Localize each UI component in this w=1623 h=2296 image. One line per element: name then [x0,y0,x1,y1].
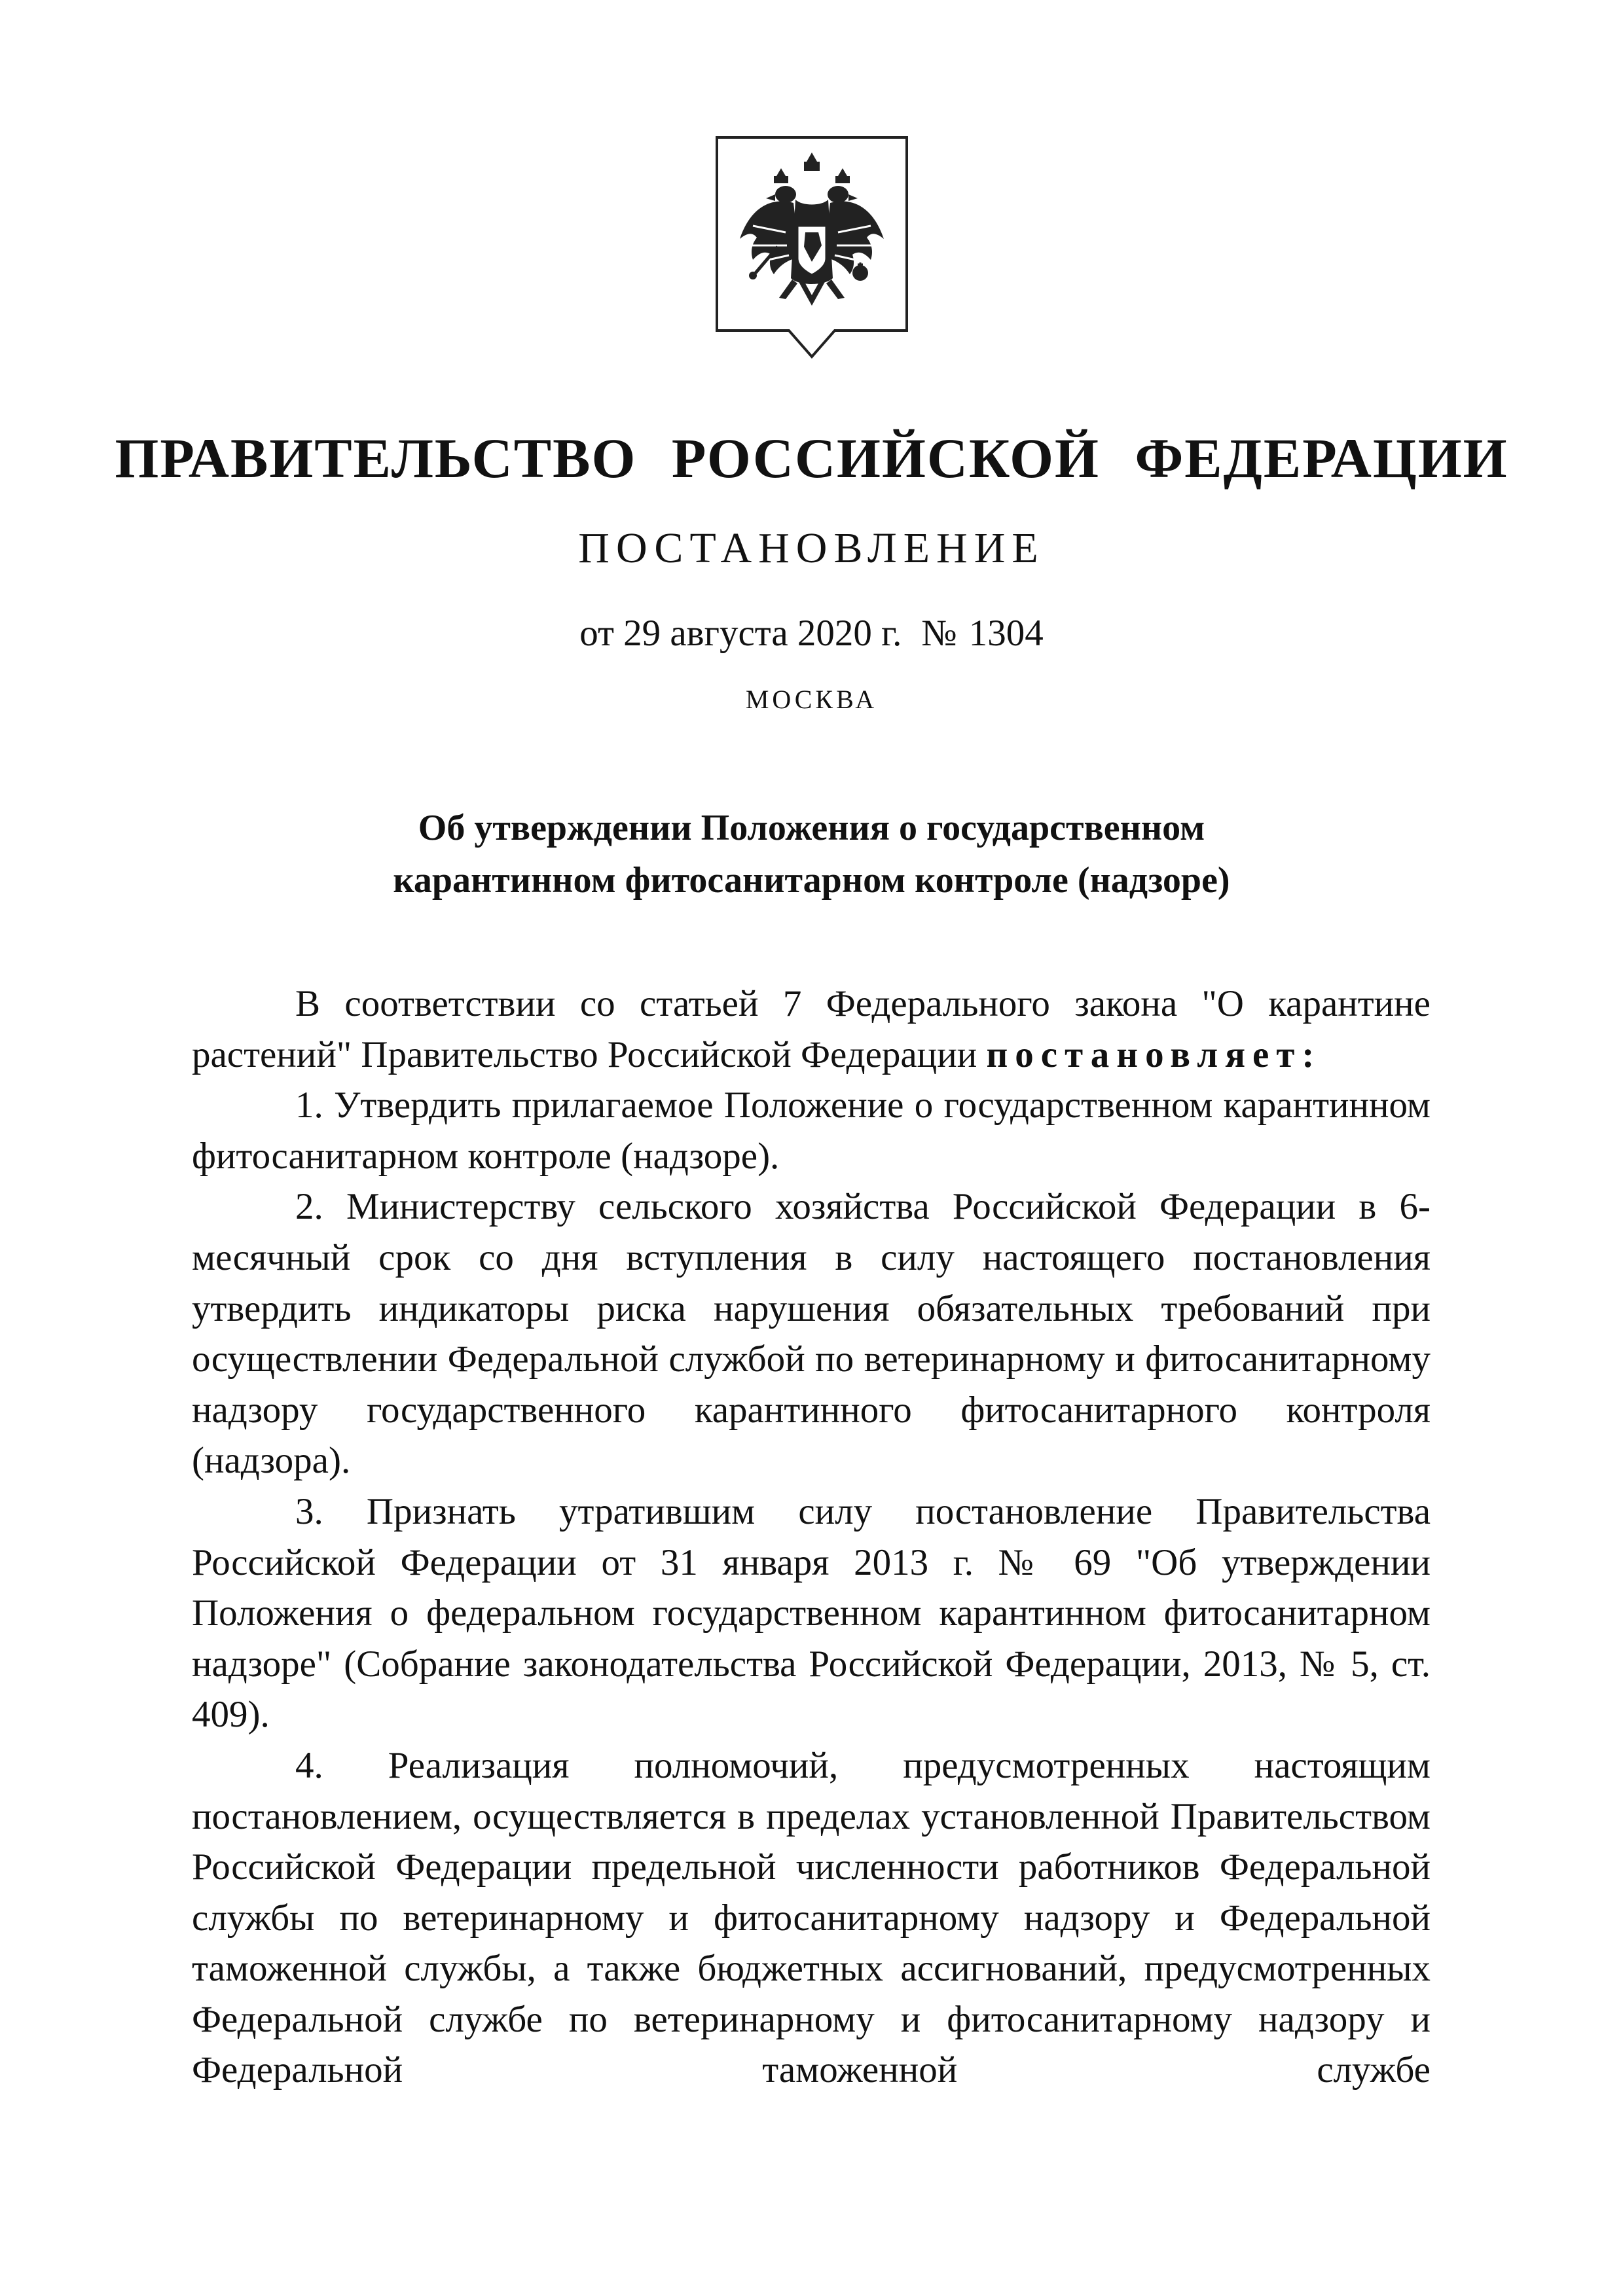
date-number-line [0,612,1623,655]
preamble-text: В соответствии со статьей 7 Федерального закона "О карантине растений" Правительство Российской Федерации [192,983,1431,1075]
coat-of-arms-emblem [714,134,910,363]
preamble-paragraph [192,978,1431,1080]
double-headed-eagle-icon [714,134,910,363]
document-body [192,978,1431,2096]
item-2-paragraph: 2. Министерству сельского хозяйства Российской Федерации в 6-месячный срок со дня вступления в силу настоящего постановления утвердить индикаторы риска нарушения обязательных требований при осуществлении Федеральной службой по ветеринарному и фитосанитарному надзору государственного карантинного фитосанитарного контроля (надзора). [192,1186,1431,1482]
document-date: от 29 августа 2020 г. [579,613,902,654]
city-name: МОСКВА [745,685,878,714]
number-sign: № [921,613,957,654]
document-type: ПОСТАНОВЛЕНИЕ [578,524,1045,572]
subject-line-1: Об утверждении Положения о государственном [418,808,1205,848]
item-4-paragraph: 4. Реализация полномочий, предусмотренных настоящим постановлением, осуществляется в пределах установленной Правительством Российской Федерации предельной численности работников Федеральной службы по ветеринарному и фитосанитарному надзору и Федеральной таможенной службы, а также бюджетных ассигнований, предусмотренных Федеральной службе по ветеринарному и фитосанитарному надзору и Федеральной таможенной службе [192,1744,1431,2091]
government-title: ПРАВИТЕЛЬСТВО РОССИЙСКОЙ ФЕДЕРАЦИИ [115,427,1508,490]
document-number: 1304 [968,613,1044,654]
document-subject [0,802,1623,906]
item-3-paragraph: 3. Признать утратившим силу постановление Правительства Российской Федерации от 31 января 2013 г. № 69 "Об утверждении Положения о федеральном государственном карантинном фитосанитарном надзоре" (Собрание законодательства Российской Федерации, 2013, № 5, ст. 409). [192,1490,1431,1736]
subject-line-2: карантинном фитосанитарном контроле (надзоре) [393,860,1230,901]
decree-word: постановляет: [986,1033,1322,1075]
item-1-paragraph: 1. Утвердить прилагаемое Положение о государственном карантинном фитосанитарном контроле (надзоре). [192,1085,1431,1177]
